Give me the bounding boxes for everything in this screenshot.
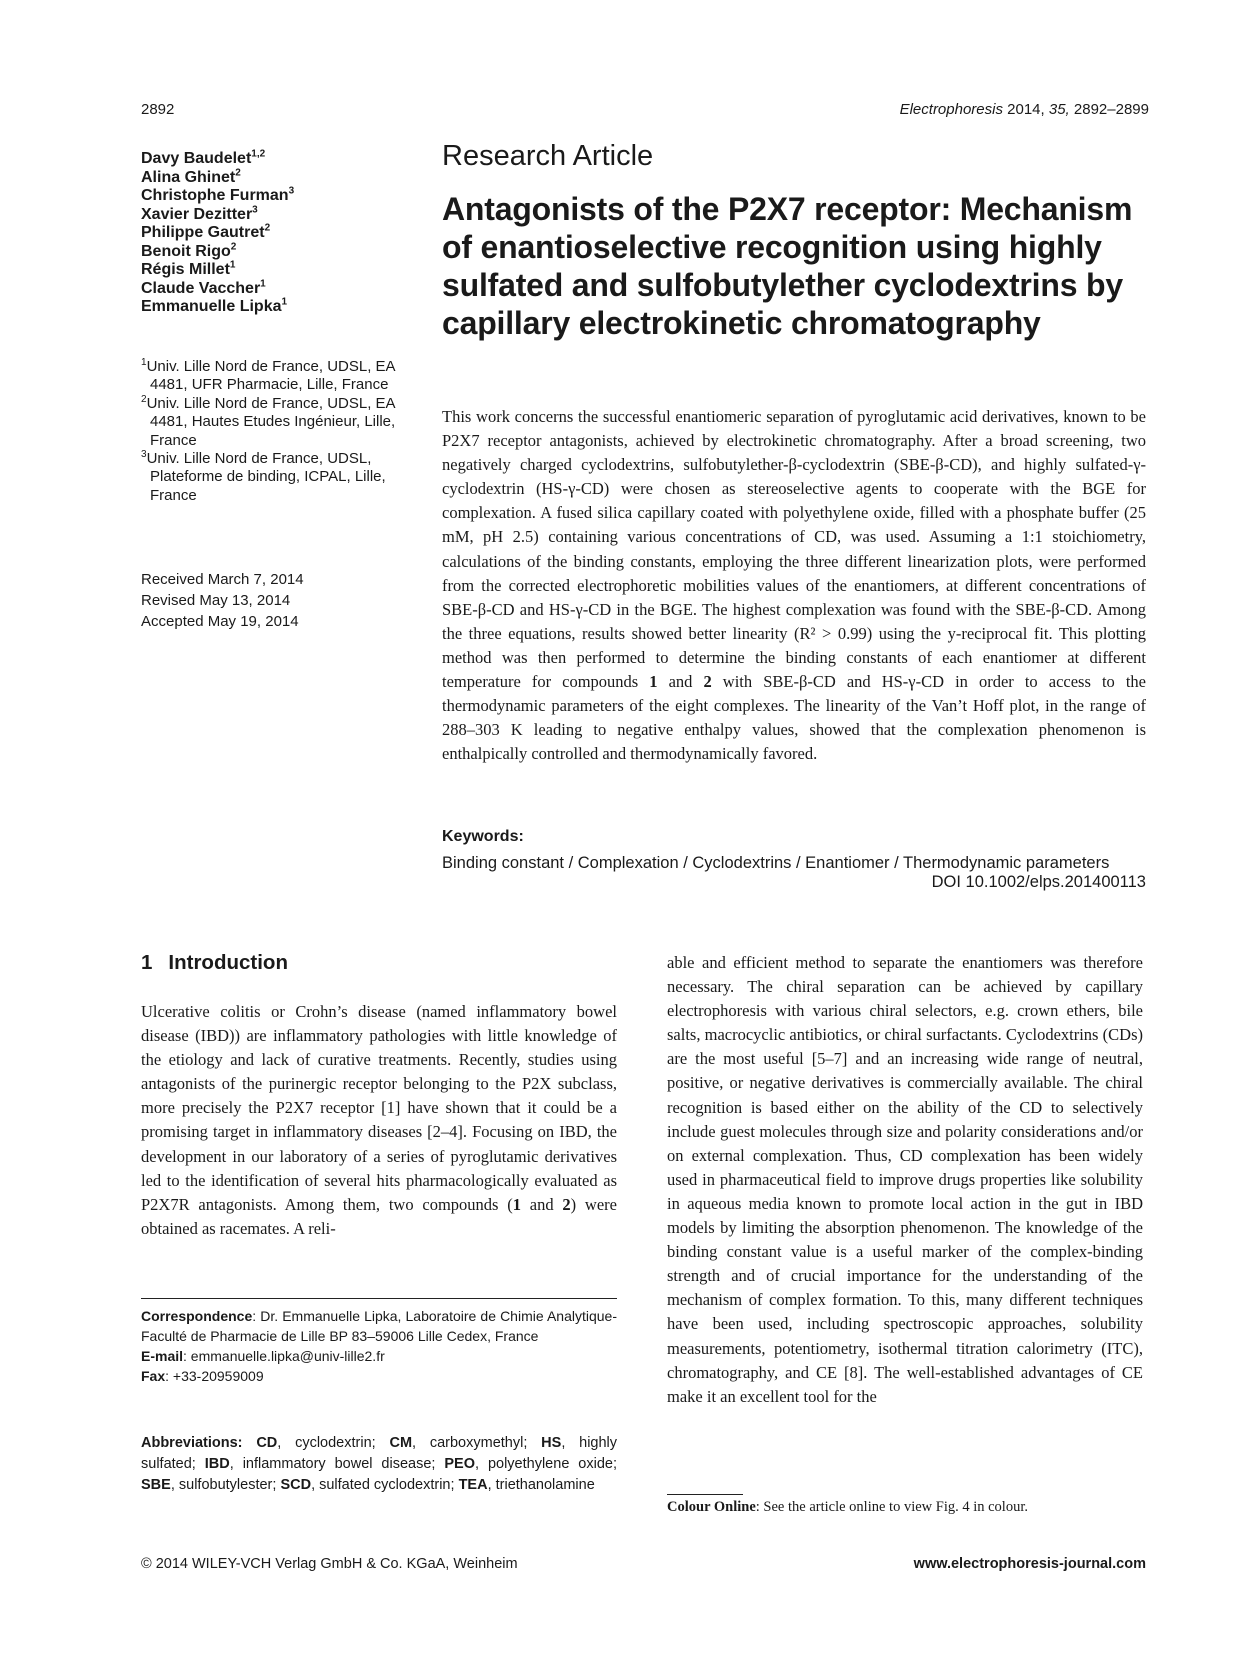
journal-pages: 2892–2899: [1073, 101, 1149, 118]
affiliation: $^3$Univ. Lille Nord de France, UDSL, Plateforme de binding, ICPAL, Lille, France: [141, 449, 386, 504]
journal-citation: [900, 101, 1149, 118]
email: E-mail: emmanuelle.lipka@univ-lille2.fr: [141, 1348, 385, 1364]
footnote-rule: [141, 1298, 617, 1299]
keywords: Binding constant / Complexation / Cyclodextrins / Enantiomer / Thermodynamic parameters: [442, 854, 1110, 872]
affiliation: $^2$Univ. Lille Nord de France, UDSL, EA 4481, Hautes Etudes Ingénieur, Lille, France: [141, 393, 396, 449]
article-dates: [141, 569, 304, 632]
author: Davy Baudelet$^{1,2}$: [141, 148, 266, 167]
affiliation: $^1$Univ. Lille Nord de France, UDSL, EA 4481, UFR Pharmacie, Lille, France: [141, 357, 395, 394]
body-text-col2: able and efficient method to separate the enantiomers was therefore necessary. The chiral separation can be achieved by capillary electrophoresis with various chiral selectors, e.g. crown ethers, bile salts, macrocyclic antibiotics, or chiral surfactants. Cyclodextrins (CDs) are the most useful [5–7] and an increasing wide range of neutral, positive, or negative derivatives is commercially available. The chiral recognition is based either on the ability of the CD to selectively include guest molecules through size and polarity considerations and/or on external complexation. Thus, CD complexation has been widely used in pharmaceutical field to improve drugs properties like solubility in aqueous media known to promote local action in the gut in IBD models by limiting the absorption phenomenon. The knowledge of the binding constant value is a useful marker of the complex-binding strength and of crucial importance for the understanding of the mechanism of complex formation. To this, many different techniques have been used, including spectroscopic approaches, solubility measurements, potentiometry, isothermal titration calorimetry (ITC), chromatography, and CE [8]. The well-established advantages of CE make it an excellent tool for the: [667, 953, 1143, 1406]
page-number: 2892: [141, 101, 175, 118]
colour-online-note: Colour Online: See the article online to view Fig. 4 in colour.: [667, 1499, 1028, 1515]
body-text-col1: Ulcerative colitis or Crohn’s disease (named inflammatory bowel disease (IBD)) are inflammatory pathologies with little knowledge of the etiology and lack of curative treatments. Recently, studies using antagonists of the purinergic receptor belonging to the P2X subclass, more precisely the P2X7 receptor [1] have shown that it could be a promising target in inflammatory diseases [2–4]. Focusing on IBD, the development in our laboratory of a series of pyroglutamic derivatives led to the identification of several hits pharmacologically evaluated as P2X7R antagonists. Among them, two compounds (1 and 2) were obtained as racemates. A reli-: [141, 1002, 617, 1238]
abstract: This work concerns the successful enantiomeric separation of pyroglutamic acid derivatives, known to be P2X7 receptor antagonists, achieved by electrokinetic chromatography. After a broad screening, two negatively charged cyclodextrins, sulfobutylether-β-cyclodextrin (SBE-β-CD), and highly sulfated-γ-cyclodextrin (HS-γ-CD) were chosen as stereoselective agents to cooperate with the BGE for complexation. A fused silica capillary coated with polyethylene oxide, filled with a phosphate buffer (25 mM, pH 2.5) containing various concentrations of CD, was used. Assuming a 1:1 stoichiometry, calculations of the binding constants, employing the three different linearization plots, were performed from the corrected electrophoretic mobilities values of the enantiomers, at different concentrations of SBE-β-CD and HS-γ-CD in the BGE. The highest complexation was found with the SBE-β-CD. Among the three equations, results showed better linearity (R² > 0.99) using the y-reciprocal fit. This plotting method was then performed to determine the binding constants of each enantiomer at different temperature for compounds 1 and 2 with SBE-β-CD and HS-γ-CD in order to access to the thermodynamic parameters of the eight complexes. The linearity of the Van’t Hoff plot, in the range of 288–303 K leading to negative enthalpy values, showed that the complexation phenomenon is enthalpically controlled and thermodynamically favored.: [442, 407, 1146, 764]
author: Philippe Gautret$^2$: [141, 222, 271, 241]
journal-year: 2014,: [1007, 101, 1045, 118]
fax: Fax: +33-20959009: [141, 1368, 264, 1384]
footnote-rule: [667, 1494, 743, 1495]
section-heading: 1 Introduction: [141, 951, 288, 974]
keywords-heading: Keywords:: [442, 828, 524, 845]
author: Claude Vaccher$^1$: [141, 278, 266, 297]
author: Benoit Rigo$^2$: [141, 241, 237, 260]
copyright: © 2014 WILEY-VCH Verlag GmbH & Co. KGaA, Weinheim: [141, 1556, 518, 1572]
author: Régis Millet$^1$: [141, 259, 236, 278]
correspondence: Correspondence: Dr. Emmanuelle Lipka, Laboratoire de Chimie Analytique-Faculté de Pharmacie de Lille BP 83–59006 Lille Cedex, France E-mail: emmanuelle.lipka@univ-lille2.fr Fax: +33-20959009: [141, 1308, 617, 1384]
doi: DOI 10.1002/elps.201400113: [931, 873, 1146, 891]
author: Emmanuelle Lipka$^1$: [141, 296, 288, 315]
received-date: Received March 7, 2014: [141, 571, 304, 588]
journal-name: Electrophoresis: [899, 101, 1003, 118]
affiliation-list: [141, 358, 421, 505]
abbreviations: Abbreviations: CD, cyclodextrin; CM, carboxymethyl; HS, highly sulfated; IBD, inflammatory bowel disease; PEO, polyethylene oxide; SBE, sulfobutylester; SCD, sulfated cyclodextrin; TEA, triethanolamine: [141, 1435, 618, 1493]
accepted-date: Accepted May 19, 2014: [141, 613, 299, 630]
revised-date: Revised May 13, 2014: [141, 592, 291, 609]
author: Christophe Furman$^3$: [141, 185, 295, 204]
article-title: Antagonists of the P2X7 receptor: Mechanism of enantioselective recognition using highly sulfated and sulfobutylether cyclodextrins by capillary electrokinetic chromatography: [442, 191, 1133, 341]
author-list: [141, 150, 431, 317]
article-type: Research Article: [442, 140, 654, 172]
author: Xavier Dezitter$^3$: [141, 204, 258, 223]
author: Alina Ghinet$^2$: [141, 167, 241, 186]
journal-website[interactable]: www.electrophoresis-journal.com: [913, 1556, 1146, 1572]
journal-volume: 35,: [1048, 101, 1070, 118]
